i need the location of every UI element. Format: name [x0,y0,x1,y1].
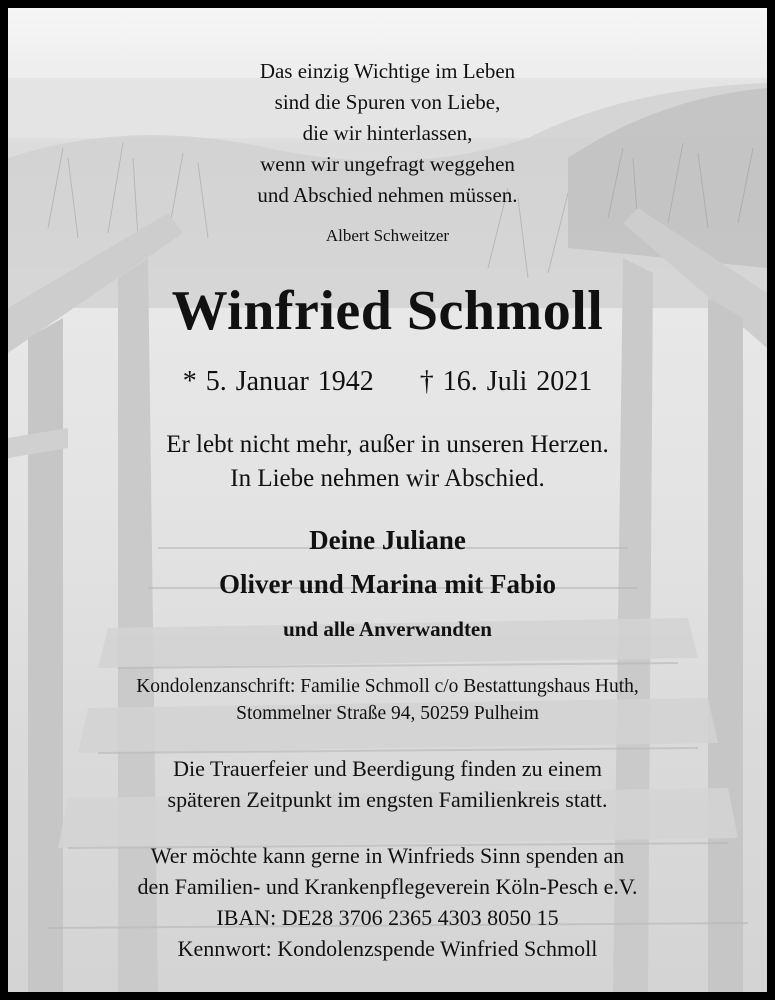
donation-line-1: Wer möchte kann gerne in Winfrieds Sinn spenden an [150,843,625,868]
mourner-line-2: Oliver und Marina mit Fabio [218,569,556,599]
ceremony-line-1: Die Trauerfeier und Beerdigung finden zu einem [173,756,602,781]
donation-keyword: Kennwort: Kondolenzspende Winfried Schmoll [177,936,598,961]
mourner-line-3: und alle Anverwandten [283,617,492,641]
death-date: † 16. Juli 2021 [419,366,593,397]
quote-line-3: die wir hinterlassen, [302,121,473,145]
quote-author: Albert Schweitzer [325,226,450,245]
obituary-text [8,8,767,992]
ceremony-line-2: späteren Zeitpunkt im engsten Familienkreis statt. [167,787,608,812]
mourner-line-1: Deine Juliane [309,525,466,555]
life-dates [8,366,767,398]
deceased-name: Winfried Schmoll [171,280,604,342]
donation-iban: IBAN: DE28 3706 2365 4303 8050 15 [216,905,559,930]
condolence-line-1: Kondolenzanschrift: Familie Schmoll c/o Bestattungshaus Huth, [136,676,639,697]
quote-line-1: Das einzig Wichtige im Leben [259,59,516,83]
obituary-card [8,8,767,992]
donation-line-2: den Familien- und Krankenpflegeverein Köln-Pesch e.V. [137,874,638,899]
quote-line-4: wenn wir ungefragt weggehen [260,152,515,176]
message-line-2: In Liebe nehmen wir Abschied. [230,465,545,492]
quote-line-5: und Abschied nehmen müssen. [257,183,518,207]
message-line-1: Er lebt nicht mehr, außer in unseren Herzen. [166,431,609,458]
condolence-line-2: Stommelner Straße 94, 50259 Pulheim [236,703,539,724]
birth-date: * 5. Januar 1942 [182,366,374,397]
quote-line-2: sind die Spuren von Liebe, [274,90,501,114]
